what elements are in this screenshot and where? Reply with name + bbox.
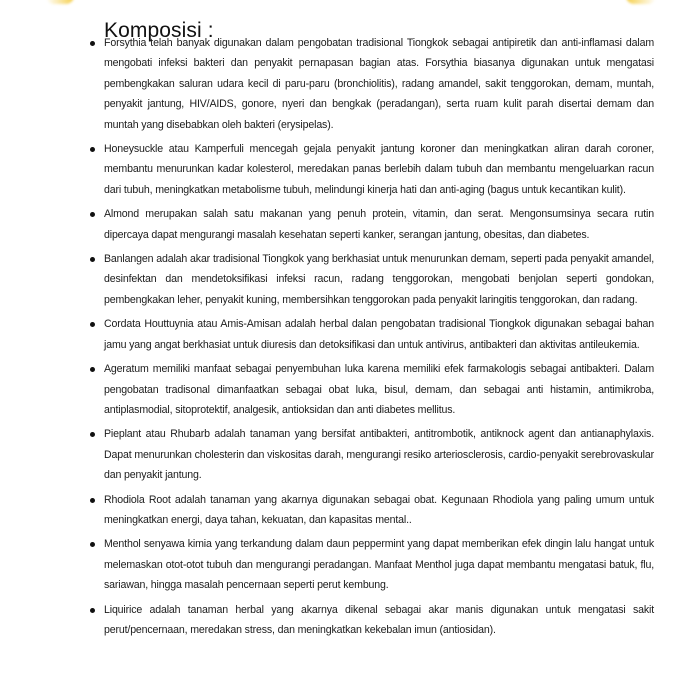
list-item-text: Liquirice adalah tanaman herbal yang akarnya dikenal sebagai akar manis digunakan untuk mengatasi sakit perut/pencernaan, meredakan stress, dan meningkatkan kekebalan imun (antiosidan). [104,603,654,636]
yellow-accent-left [46,0,74,4]
bullet-icon [90,608,95,613]
list-item [87,359,654,420]
bullet-icon [90,432,95,437]
list-item [87,314,654,355]
list-item-text: Pieplant atau Rhubarb adalah tanaman yang bersifat antibakteri, antitrombotik, antiknock agent dan antianaphylaxis. Dapat menurunkan cholesterin dan viskositas darah, mengurangi resiko arteriosclerosis, cardio-penyakit serebrovaskular dan penyakit jantung. [104,428,654,482]
list-item-text: Banlangen adalah akar tradisional Tiongkok yang berkhasiat untuk menurunkan demam, seperti pada penyakit amandel, desinfektan dan mendetoksifikasi infeksi racun, radang tenggorokan, mengobati benjolan seperti gondokan, pembengkakan leher, penyakit kuning, membersihkan tenggorokan pada penyakit laringitis tenggorokan, dan radang. [104,253,654,306]
list-item [87,139,654,200]
bullet-icon [90,257,95,262]
list-item [87,600,654,641]
list-item [87,33,654,135]
bullet-icon [90,322,95,327]
bullet-icon [90,147,95,152]
bullet-icon [90,367,95,372]
list-item-text: Menthol senyawa kimia yang terkandung dalam daun peppermint yang dapat memberikan efek dingin lalu hangat untuk melemaskan otot-otot tubuh dan mengurangi peradangan. Manfaat Menthol juga dapat membantu mengatasi batuk, flu, sariawan, hingga masalah pencernaan seperti perut kembung. [104,538,654,592]
list-item-text: Rhodiola Root adalah tanaman yang akarnya digunakan sebagai obat. Kegunaan Rhodiola yang paling umum untuk meningkatkan energi, daya tahan, kekuatan, dan kapasitas mental.. [104,493,654,526]
list-item [87,490,654,531]
yellow-accent-right [626,0,656,4]
list-item-text: Honeysuckle atau Kamperfuli mencegah gejala penyakit jantung koroner dan meningkatkan aliran darah coroner, membantu menurunkan kadar kolesterol, meredakan panas berlebih dalam tubuh dan membantu mengeluarkan racun dari tubuh, meningkatkan metabolisme tubuh, melindungi kinerja hati dan anti-aging (bagus untuk kecantikan kulit). [104,143,654,196]
bullet-icon [90,498,95,503]
bullet-icon [90,542,95,547]
composition-list [87,33,654,644]
list-item-text: Cordata Houttuynia atau Amis-Amisan adalah herbal dalan pengobatan tradisional Tiongkok digunakan sebagai bahan jamu yang angat berkhasiat untuk diuresis dan detoksifikasi dan untuk antivirus, antibakteri dan aktivitas antileukemia. [104,318,654,351]
list-item-text: Almond merupakan salah satu makanan yang penuh protein, vitamin, dan serat. Mengonsumsinya secara rutin dipercaya dapat mengurangi masalah kesehatan seperti kanker, serangan jantung, obesitas, dan diabetes. [104,208,654,241]
list-item [87,534,654,595]
bullet-icon [90,212,95,217]
list-item-text: Ageratum memiliki manfaat sebagai penyembuhan luka karena memiliki efek farmakologis sebagai antibakteri. Dalam pengobatan tradisonal dimanfaatkan sebagai obat luka, bisul, demam, dan sebagai anti histamin, antimikroba, antiplasmodial, sitoprotektif, analgesik, antioksidan dan anti diabetes mellitus. [104,363,654,416]
bullet-icon [90,41,95,46]
page-title: Komposisi : [104,19,214,43]
list-item [87,424,654,485]
list-item-text: Forsythia telah banyak digunakan dalam pengobatan tradisional Tiongkok sebagai antipiretik dan anti-inflamasi dalam mengobati infeksi bakteri dan penyakit pernapasan bagian atas. Forsythia biasanya digunakan untuk mengatasi pembengkakan saluran udara kecil di paru-paru (bronchiolitis), radang amandel, sakit tenggorokan, demam, muntah, penyakit jantung, HIV/AIDS, gonore, nyeri dan bengkak (peradangan), serta ruam kulit parah disertai demam dan muntah yang disebabkan oleh bakteri (erysipelas). [104,37,654,131]
list-item [87,249,654,310]
list-item [87,204,654,245]
